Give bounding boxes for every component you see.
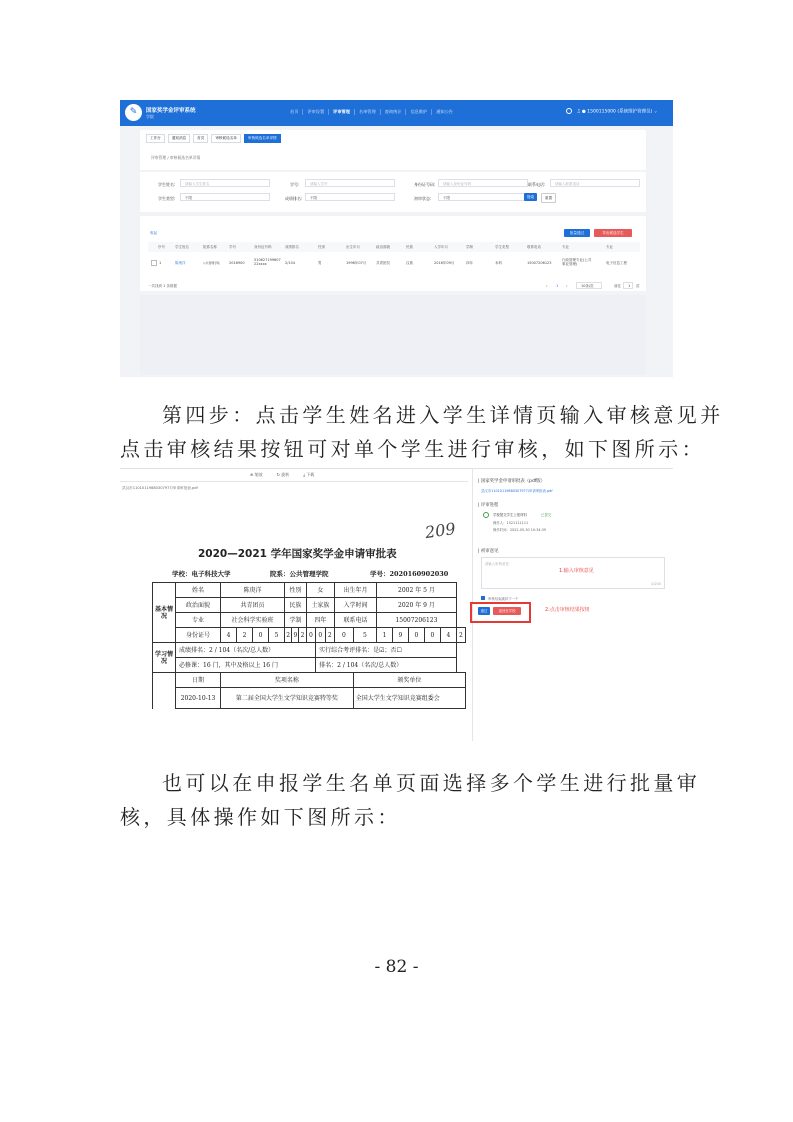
form-label: 日期: [176, 673, 221, 688]
prev-page-icon[interactable]: ‹: [546, 284, 548, 288]
step-done-icon: [483, 512, 489, 518]
form-label: 政治面貌: [176, 598, 221, 613]
application-form-table: [152, 582, 466, 709]
tab-home[interactable]: 首页: [193, 134, 208, 143]
screenshot-candidate-list: [120, 100, 673, 377]
form-label: 入学时间: [335, 598, 377, 613]
next-checkbox[interactable]: [481, 596, 485, 600]
col-header: 出生年月: [346, 245, 360, 249]
idcard-digit: 0: [316, 628, 325, 643]
goto-input[interactable]: 1: [623, 282, 633, 289]
tab-candidate-detail[interactable]: 审核候选名单详情: [244, 134, 281, 143]
rotate-button[interactable]: ↻ 旋转: [276, 472, 290, 477]
idcard-digit: 2: [299, 628, 306, 643]
download-label: 下载: [306, 472, 315, 477]
main-nav: [286, 109, 457, 115]
empty-area: [140, 295, 646, 375]
col-header: 专业: [562, 245, 569, 249]
col-header: 民族: [406, 245, 413, 249]
col-header: 入学年月: [434, 245, 448, 249]
table-cell: 51062719960722xxxx: [254, 258, 281, 266]
current-page[interactable]: 1: [556, 284, 559, 288]
zoom-button[interactable]: ⊕ 缩放: [250, 472, 263, 477]
nav-item-stats[interactable]: 查询统计: [381, 109, 407, 115]
form-value: 土家族: [306, 598, 334, 613]
form-value: 2020-10-13: [176, 688, 221, 709]
zoom-label: 缩放: [254, 472, 263, 477]
form-label: 联系电话: [335, 613, 377, 628]
idcard-digit: 0: [408, 628, 424, 643]
search-button[interactable]: 搜索: [524, 193, 537, 201]
idcard-digit: 4: [221, 628, 237, 643]
table-cell: 汉族: [406, 261, 413, 265]
student-id-input[interactable]: 请输入学号: [305, 179, 395, 187]
progress-time: 操作时间：2022-05-30 10:34:39: [493, 528, 546, 532]
document-title: 2020—2021 学年国家奖学金申请审批表: [198, 548, 397, 560]
filter-name-label: 学生姓名:: [158, 182, 176, 187]
table-cell: 四年: [466, 261, 473, 265]
col-header: 序号: [158, 245, 165, 249]
idcard-digit: 0: [424, 628, 440, 643]
form-value: 必修课：16 门，其中及格以上 16 门: [176, 658, 316, 673]
candidate-table-panel: [140, 216, 646, 291]
form-value: 四年: [306, 613, 334, 628]
goto-label: 前往: [614, 284, 621, 288]
batch-pass-button[interactable]: 批量通过: [564, 229, 590, 237]
handwritten-note: 209: [423, 518, 457, 543]
form-value: 实行综合考评排名：是☑；否☐: [316, 643, 457, 658]
section-basic: 基本情况: [153, 583, 176, 643]
table-cell: 1996年07月: [346, 261, 367, 265]
progress-step-status: 已提交: [541, 513, 552, 517]
form-label: 出生年月: [335, 583, 377, 598]
next-page-icon[interactable]: ›: [566, 284, 568, 288]
idcard-digit: 2: [285, 628, 292, 643]
rotate-label: 旋转: [281, 472, 290, 477]
idcard-input[interactable]: 请输入身份证号码: [438, 179, 528, 187]
idcard-digit: 0: [306, 628, 315, 643]
opinion-title: | 初审意见: [478, 549, 499, 554]
col-header: 院系名称: [203, 245, 217, 249]
screenshot-student-detail: [120, 468, 673, 741]
next-checkbox-label: 审核结束跳转下一个: [488, 597, 519, 601]
bell-icon[interactable]: ♫: [576, 109, 582, 115]
step-instruction-line1: 第四步：点击学生姓名进入学生详情页输入审核意见并: [162, 403, 724, 427]
table-cell: 2/104: [285, 261, 296, 265]
table-cell: 电子信息工程: [606, 261, 627, 265]
col-header: 成绩排名: [285, 245, 299, 249]
form-value: 社会科学实验班: [221, 613, 285, 628]
total-count: 一共找到 1 条数据: [148, 284, 177, 288]
review-status-select[interactable]: 不限: [438, 193, 528, 201]
student-no-label: 学号：2020160902030: [370, 570, 449, 578]
tab-messages[interactable]: 通知消息: [168, 134, 190, 143]
table-cell: 2016900: [229, 261, 245, 265]
school-label: 学校：电子科技大学: [172, 570, 231, 578]
form-label: 身份证号: [176, 628, 221, 643]
idcard-digit: 5: [269, 628, 285, 643]
form-label: 奖项名称: [221, 673, 354, 688]
user-area[interactable]: [566, 108, 658, 115]
filter-contact-label: 联系电话:: [528, 182, 546, 187]
col-header: 学生类型: [495, 245, 509, 249]
form-value: 成绩排名：2 / 104（名次/总人数）: [176, 643, 316, 658]
col-header: 学生姓名: [175, 245, 189, 249]
student-type-select[interactable]: 不限: [180, 193, 270, 201]
section-study: 学习情况: [153, 643, 176, 673]
student-name-link[interactable]: 陈庚洋: [175, 261, 186, 265]
table-cell: 2016年09月: [434, 261, 455, 265]
progress-title: | 评审进程: [478, 503, 499, 508]
annotation-input: 1.输入审核意见: [559, 568, 594, 574]
student-name-input[interactable]: 请输入学生姓名: [180, 179, 270, 187]
page-number: - 82 -: [374, 957, 419, 977]
idcard-digit: 1: [377, 628, 393, 643]
idcard-digit: 9: [392, 628, 408, 643]
idcard-digit: 2: [456, 628, 465, 643]
review-side-panel: [472, 469, 673, 741]
top-bar: [120, 100, 673, 126]
page-tabs: [146, 134, 281, 143]
row-checkbox[interactable]: [151, 260, 157, 266]
filter-panel: [140, 172, 646, 212]
app-title: 国家奖学金评审系统: [146, 108, 196, 114]
user-icon: ●: [581, 109, 586, 115]
pdf-file-name: 武汉市11010119880307977/申请审批表.pdf: [122, 486, 198, 490]
nav-item-info[interactable]: 信息维护: [406, 109, 432, 115]
filter-type-label: 学生类型:: [158, 196, 176, 201]
form-label: 性别: [285, 583, 307, 598]
progress-step-name: 学校提交学生上报材料: [493, 513, 527, 517]
user-name: 1500115000 (系统维护管理员): [587, 109, 653, 115]
idcard-digit: 2: [325, 628, 334, 643]
form-label: 民族: [285, 598, 307, 613]
nav-item-settings[interactable]: 评审设置: [303, 109, 329, 115]
idcard-digit: 0: [335, 628, 354, 643]
section-award: [153, 673, 176, 709]
col-header: 专业: [606, 245, 613, 249]
table-cell: 男: [318, 261, 322, 265]
char-count: 0/200: [651, 582, 661, 586]
nav-item-list[interactable]: 名单管理: [355, 109, 381, 115]
breadcrumb: 评审管理 / 审核候选名单详情: [151, 155, 201, 160]
form-value: 15007206123: [377, 613, 457, 628]
batch-instruction-line1: 也可以在申报学生名单页面选择多个学生进行批量审: [162, 771, 701, 795]
page-size-select[interactable]: 10条/页: [576, 282, 602, 289]
table-cell: 行政管理专业(公共事业管理): [562, 258, 592, 266]
grade-rank-select[interactable]: 不限: [305, 193, 395, 201]
form-value: 2020 年 9 月: [377, 598, 457, 613]
idcard-digit: 5: [353, 628, 376, 643]
goto-unit: 页: [636, 284, 640, 288]
pass-button[interactable]: 通过: [478, 607, 490, 615]
form-label: 颁奖单位: [353, 673, 465, 688]
filter-grade-label: 成绩排名:: [285, 196, 303, 201]
batch-instruction-line2: 核，具体操作如下图所示：: [120, 805, 401, 829]
progress-operator: 操作人：1521111111: [493, 521, 529, 525]
reset-button[interactable]: 重置: [541, 193, 556, 203]
form-label: 姓名: [176, 583, 221, 598]
tab-candidates[interactable]: 审核候选名单: [211, 134, 241, 143]
pdf-link[interactable]: 武汉市11010119880307977/申请审批表.pdf: [481, 489, 553, 493]
form-value: 全国大学生文学知识竞赛组委会: [353, 688, 465, 709]
form-value: 陈庚洋: [221, 583, 285, 598]
form-label: 专业: [176, 613, 221, 628]
idcard-digit: 0: [253, 628, 269, 643]
filter-review-label: 初审状态:: [414, 196, 432, 201]
col-header: 学制: [466, 245, 473, 249]
export-button[interactable]: 导出候选学生: [594, 229, 632, 237]
logo-icon: ✎: [125, 104, 142, 121]
pdf-toolbar: [120, 469, 468, 482]
annotation-click: 2.点击审核结果按钮: [545, 607, 590, 613]
filter-idcard-label: 身份证号码:: [414, 182, 436, 187]
idcard-digit: 2: [237, 628, 253, 643]
filter-id-label: 学号:: [290, 182, 300, 187]
table-cell: 公共管理学院: [203, 261, 220, 265]
chevron-down-icon[interactable]: ⌄: [653, 109, 658, 115]
return-button[interactable]: 退回至学校: [493, 607, 521, 615]
table-cell: 15007206123: [527, 261, 552, 265]
nav-item-review[interactable]: 评审管理: [329, 109, 355, 115]
contact-input[interactable]: 请输入联系电话: [550, 179, 640, 187]
col-header: 性别: [318, 245, 325, 249]
form-value: 2002 年 5 月: [377, 583, 457, 598]
form-label: 学制: [285, 613, 307, 628]
form-value: 第二届全国大学生文学知识竞赛特等奖: [221, 688, 354, 709]
help-icon[interactable]: [566, 108, 572, 114]
table-cell: 本科: [495, 261, 502, 265]
collapse-link[interactable]: 收起: [150, 231, 157, 235]
idcard-digit: 4: [440, 628, 456, 643]
tab-workbench[interactable]: 工作台: [146, 134, 165, 143]
pdf-section-title: | 国家奖学金申请审批表（pdf版）: [478, 479, 546, 484]
idcard-digit: 9: [292, 628, 299, 643]
download-button[interactable]: ⤓ 下载: [303, 472, 315, 477]
nav-item-home[interactable]: 首页: [286, 109, 303, 115]
table-cell: 共青团员: [376, 261, 390, 265]
form-value: 排名：2 / 104（名次/总人数）: [316, 658, 457, 673]
col-header: 政治面貌: [376, 245, 390, 249]
dept-label: 院系：公共管理学院: [270, 570, 329, 578]
col-header: 联系电话: [527, 245, 541, 249]
step-instruction-line2: 点击审核结果按钮可对单个学生进行审核，如下图所示：: [120, 437, 705, 461]
col-header: 身份证号码: [254, 245, 272, 249]
form-value: 女: [306, 583, 334, 598]
app-subtitle: 学院: [146, 114, 154, 119]
table-cell: 1: [159, 261, 162, 265]
col-header: 学号: [229, 245, 236, 249]
opinion-placeholder: 请输入审核意见: [485, 562, 509, 566]
nav-item-notice[interactable]: 通知公告: [436, 109, 453, 114]
form-value: 共青团员: [221, 598, 285, 613]
